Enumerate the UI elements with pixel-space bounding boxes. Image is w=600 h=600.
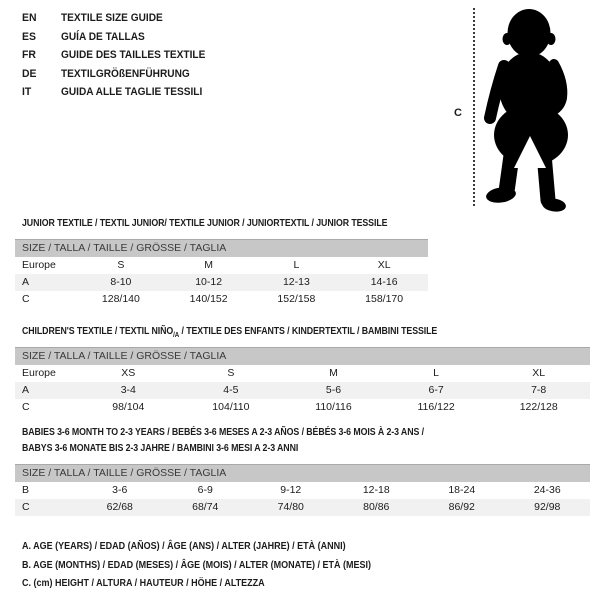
table-row [15, 482, 590, 499]
size-value-cell: 110/116 [315, 401, 352, 413]
language-row [22, 65, 218, 84]
size-value-cell: 5-6 [282, 382, 385, 399]
size-value-cell: 10-12 [165, 274, 253, 291]
table-row [15, 399, 590, 416]
size-value-cell: 122/128 [519, 401, 558, 413]
size-value-cell: 12-18 [362, 484, 390, 496]
footnote-height-cm: C. (cm) HEIGHT / ALTURA / HAUTEUR / HÖHE / ALTEZZA [22, 578, 265, 589]
footnote-age-years: A. AGE (YEARS) / EDAD (AÑOS) / ÂGE (ANS) / ALTER (JAHRE) / ETÀ (ANNI) [22, 541, 346, 552]
row-label-cell: Europe [22, 259, 56, 271]
table-row [15, 257, 428, 274]
babies-title-line-1: BABIES 3-6 MONTH TO 2-3 YEARS / BEBÉS 3-6 MESES A 2-3 AÑOS / BÉBÉS 3-6 MOIS À 2-3 ANS / [22, 427, 424, 438]
table-row [15, 382, 590, 399]
size-value-cell: 158/170 [365, 293, 404, 305]
row-label-cell: A [15, 382, 77, 399]
language-code: EN [22, 12, 37, 25]
language-code: DE [22, 67, 37, 80]
table-row [15, 274, 428, 291]
language-title-list [22, 9, 218, 102]
table-row [15, 499, 590, 516]
language-title: GUÍA DE TALLAS [61, 30, 145, 43]
row-label-cell: A [15, 274, 77, 291]
junior-table-title: JUNIOR TEXTILE / TEXTIL JUNIOR/ TEXTILE JUNIOR / JUNIORTEXTIL / JUNIOR TESSILE [22, 218, 388, 229]
size-value-cell: 6-7 [385, 382, 488, 399]
size-value-cell: 98/104 [112, 401, 145, 413]
babies-size-table [15, 464, 590, 516]
size-value-cell: M [204, 259, 213, 271]
size-value-cell: 14-16 [340, 274, 428, 291]
size-value-cell: 86/92 [419, 499, 505, 516]
size-value-cell: 152/158 [277, 293, 316, 305]
size-value-cell: L [433, 367, 439, 379]
size-value-cell: 74/80 [248, 499, 334, 516]
language-row [22, 28, 218, 47]
size-value-cell: S [117, 259, 125, 271]
size-value-cell: 68/74 [163, 499, 249, 516]
size-value-cell: 3-4 [77, 382, 180, 399]
language-title: GUIDE DES TAILLES TEXTILE [61, 49, 206, 62]
children-title-sub: /A [173, 332, 180, 339]
size-header-bar: SIZE / TALLA / TAILLE / GRÖSSE / TAGLIA [15, 465, 590, 482]
row-label-cell: B [22, 484, 30, 496]
babies-table-title [22, 425, 424, 457]
language-row [22, 46, 218, 65]
babies-title-line-2: BABYS 3-6 MONATE BIS 2-3 JAHRE / BAMBINI 3-6 MESI A 2-3 ANNI [22, 443, 299, 454]
language-code: ES [22, 30, 36, 43]
row-label-cell: C [22, 401, 30, 413]
language-code: FR [22, 49, 36, 62]
size-value-cell: XL [377, 259, 391, 271]
size-value-cell: 18-24 [448, 484, 476, 496]
row-label-cell: C [15, 499, 77, 516]
row-label-cell: Europe [22, 367, 56, 379]
size-value-cell: 4-5 [180, 382, 283, 399]
language-title: TEXTILGRÖßENFÜHRUNG [61, 67, 190, 80]
size-value-cell: 8-10 [77, 274, 165, 291]
junior-size-table [15, 239, 428, 308]
size-value-cell: 104/110 [212, 401, 250, 413]
height-measure-label: C [454, 107, 462, 119]
children-table-title [22, 324, 437, 344]
table-row [15, 365, 590, 382]
baby-silhouette-icon [484, 2, 594, 214]
size-value-cell: 3-6 [112, 484, 128, 496]
children-size-table [15, 347, 590, 416]
size-header-row [15, 240, 428, 257]
height-dotted-line [473, 8, 475, 206]
size-value-cell: M [329, 367, 338, 379]
size-value-cell: S [227, 367, 235, 379]
children-title-main: CHILDREN'S TEXTILE / TEXTIL NIÑO [22, 326, 174, 337]
footnotes [22, 538, 410, 594]
language-title: GUIDA ALLE TAGLIE TESSILI [61, 86, 203, 99]
size-value-cell: 62/68 [77, 499, 163, 516]
size-header-bar: SIZE / TALLA / TAILLE / GRÖSSE / TAGLIA [15, 348, 590, 365]
language-row [22, 83, 218, 102]
size-header-row [15, 348, 590, 365]
footnote-age-months: B. AGE (MONTHS) / EDAD (MESES) / ÂGE (MOIS) / ALTER (MONATE) / ETÀ (MESI) [22, 559, 371, 571]
size-value-cell: 6-9 [197, 484, 213, 496]
size-value-cell: 128/140 [101, 293, 140, 305]
language-code: IT [22, 86, 32, 99]
size-value-cell: XL [532, 367, 546, 379]
size-value-cell: 92/98 [505, 499, 591, 516]
size-value-cell: 80/86 [334, 499, 420, 516]
language-title: TEXTILE SIZE GUIDE [61, 12, 163, 25]
children-title-rest: / TEXTILE DES ENFANTS / KINDERTEXTIL / BAMBINI TESSILE [179, 326, 438, 337]
size-value-cell: 7-8 [487, 382, 590, 399]
size-value-cell: 12-13 [253, 274, 341, 291]
table-row [15, 291, 428, 308]
size-value-cell: 116/122 [417, 401, 455, 413]
size-value-cell: 9-12 [280, 484, 302, 496]
size-value-cell: 140/152 [189, 293, 228, 305]
size-value-cell: XS [121, 367, 136, 379]
size-value-cell: L [293, 259, 300, 271]
row-label-cell: C [22, 293, 30, 305]
size-value-cell: 24-36 [533, 484, 561, 496]
size-header-row [15, 465, 590, 482]
language-row [22, 9, 218, 28]
size-header-bar: SIZE / TALLA / TAILLE / GRÖSSE / TAGLIA [15, 240, 428, 257]
